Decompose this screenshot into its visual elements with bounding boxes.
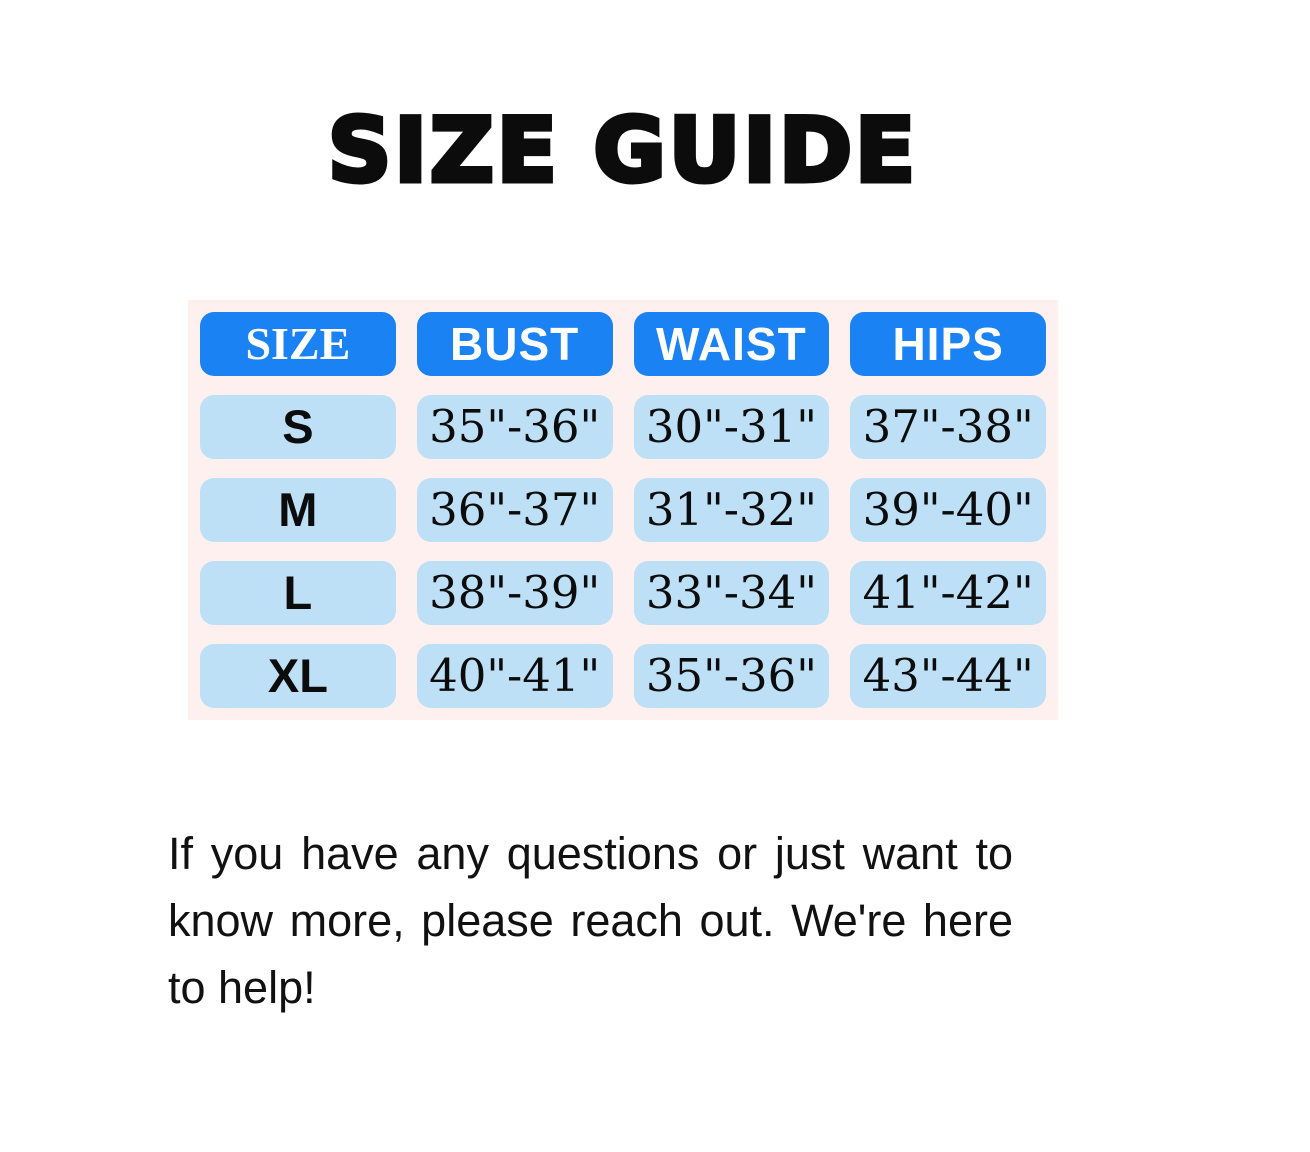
hips-value-s: 37"-38" bbox=[850, 395, 1046, 459]
bust-value-s: 35"-36" bbox=[417, 395, 613, 459]
bust-value-l: 38"-39" bbox=[417, 561, 613, 625]
size-table-panel bbox=[188, 300, 1058, 720]
waist-value-xl: 35"-36" bbox=[634, 644, 830, 708]
waist-value-s: 30"-31" bbox=[634, 395, 830, 459]
size-label-m: M bbox=[200, 478, 396, 542]
size-label-l: L bbox=[200, 561, 396, 625]
bust-value-m: 36"-37" bbox=[417, 478, 613, 542]
hips-value-m: 39"-40" bbox=[850, 478, 1046, 542]
size-label-xl: XL bbox=[200, 644, 396, 708]
page-title: SIZE GUIDE bbox=[327, 99, 919, 202]
column-header-hips: HIPS bbox=[850, 312, 1046, 376]
waist-value-l: 33"-34" bbox=[634, 561, 830, 625]
hips-value-l: 41"-42" bbox=[850, 561, 1046, 625]
column-header-waist: WAIST bbox=[634, 312, 830, 376]
size-label-s: S bbox=[200, 395, 396, 459]
help-text: If you have any questions or just want to know more, please reach out. We're here to help! bbox=[168, 827, 1013, 1013]
hips-value-xl: 43"-44" bbox=[850, 644, 1046, 708]
size-table bbox=[200, 312, 1046, 708]
column-header-size: SIZE bbox=[200, 312, 396, 376]
size-guide-page bbox=[168, 0, 1078, 1021]
bust-value-xl: 40"-41" bbox=[417, 644, 613, 708]
waist-value-m: 31"-32" bbox=[634, 478, 830, 542]
column-header-bust: BUST bbox=[417, 312, 613, 376]
